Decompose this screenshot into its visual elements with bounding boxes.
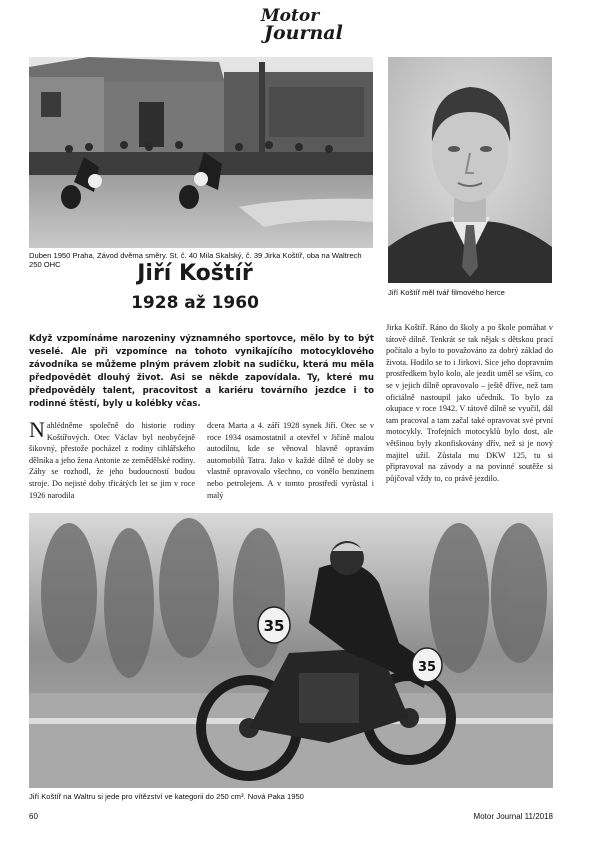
logo-line1: Motor: [260, 6, 320, 26]
article-column-2: dcera Marta a 4. září 1928 synek Jiří. Otec se v roce 1934 osamostatnil a otevřel v Jičíně malou autodílnu, kde se věnoval hlavně opravám automobilů Tatra. Jako v každé dílně té doby se vlastně opravovalo všechno, co vonělo benzinem nebo petrolejem. A v tomto prostředí vyrůstal i malý: [207, 421, 374, 500]
article-subtitle: 1928 až 1960: [131, 293, 259, 313]
race-photo-top-image: [29, 57, 373, 248]
portrait-photo-image: [388, 57, 552, 283]
race-photo-bottom-image: [29, 513, 553, 788]
race-photo-top-caption: Duben 1950 Praha, Závod dvěma směry. St. č. 40 Mila Skalský, č. 39 Jirka Koštíř, oba na Waltrech 250 OHC: [29, 251, 362, 269]
race-number-front: 35: [263, 617, 285, 635]
race-photo-bottom-caption: Jiří Koštíř na Waltru si jede pro vítězství ve kategorii do 250 cm³. Nová Paka 1950: [29, 792, 304, 801]
magazine-logo: [250, 6, 343, 48]
logo-line2: Journal: [264, 22, 343, 44]
column-1-text: ahlédněme společně do historie rodiny Koštířových. Otec Václav byl neobyčejně šikovný, přestože pocházel z rodiny cihlářského dělníka a jeho žena Antonie ze zemědělské rodiny. Záhy se rozhodl, že jeho budoucností budou stroje. Do nejisté doby třicátých let se jim v roce 1926 narodila: [29, 421, 195, 500]
race-photo-top: [29, 57, 373, 248]
article-lead: Když vzpomínáme narozeniny významného sportovce, mělo by to být veselé. Ale při vzpomínce na tohoto vynikajícího motocyklového závodníka se můžeme plným právem zlobit na sudičku, která mu měla předpovědět dlouhý život. Asi se někde zapovídala. Ty, které mu předpověděly talent, pracovitost a kariéru továrního jezdce i to rodinné štěstí, byly u kolébky včas.: [29, 334, 374, 409]
drop-cap: N: [29, 417, 45, 442]
article-title: Jiří Koštíř: [137, 261, 253, 286]
portrait-caption: Jiří Koštíř měl tvář filmového herce: [388, 288, 505, 297]
page-number: 60: [29, 812, 38, 821]
portrait-photo: [388, 57, 552, 283]
race-photo-bottom: [29, 513, 553, 788]
race-number-side: 35: [417, 660, 437, 675]
issue-label: Motor Journal 11/2018: [473, 812, 553, 821]
article-column-3: Jirka Koštíř. Ráno do školy a po škole pomáhat v tátově dílně. Tenkrát se tak nějak s dětskou prací počítalo a bylo to považováno za dobrý základ do života. Hodilo se to i Jirkovi. Sice jeho dopravním prostředkem bylo kolo, ale jezdit uměl se vším, co se v jejich dílně opravovalo – ještě dříve, než tam oficiálně nastoupil jako učedník. To bylo za okupace v roce 1942. V tátově dílně se vyučil, dál tam pracoval a tam začal také opravovat své první motocykly. Trofejních motocyklů bylo dost, ale většinou byly zkonfiskovány dřív, než si je nový majitel užil. Zůstala mu DKW 125, tu si připravoval na závody a na povinné soutěže si půjčoval vždy to, co právě jezdilo.: [386, 323, 553, 483]
article-column-1: [29, 417, 195, 501]
